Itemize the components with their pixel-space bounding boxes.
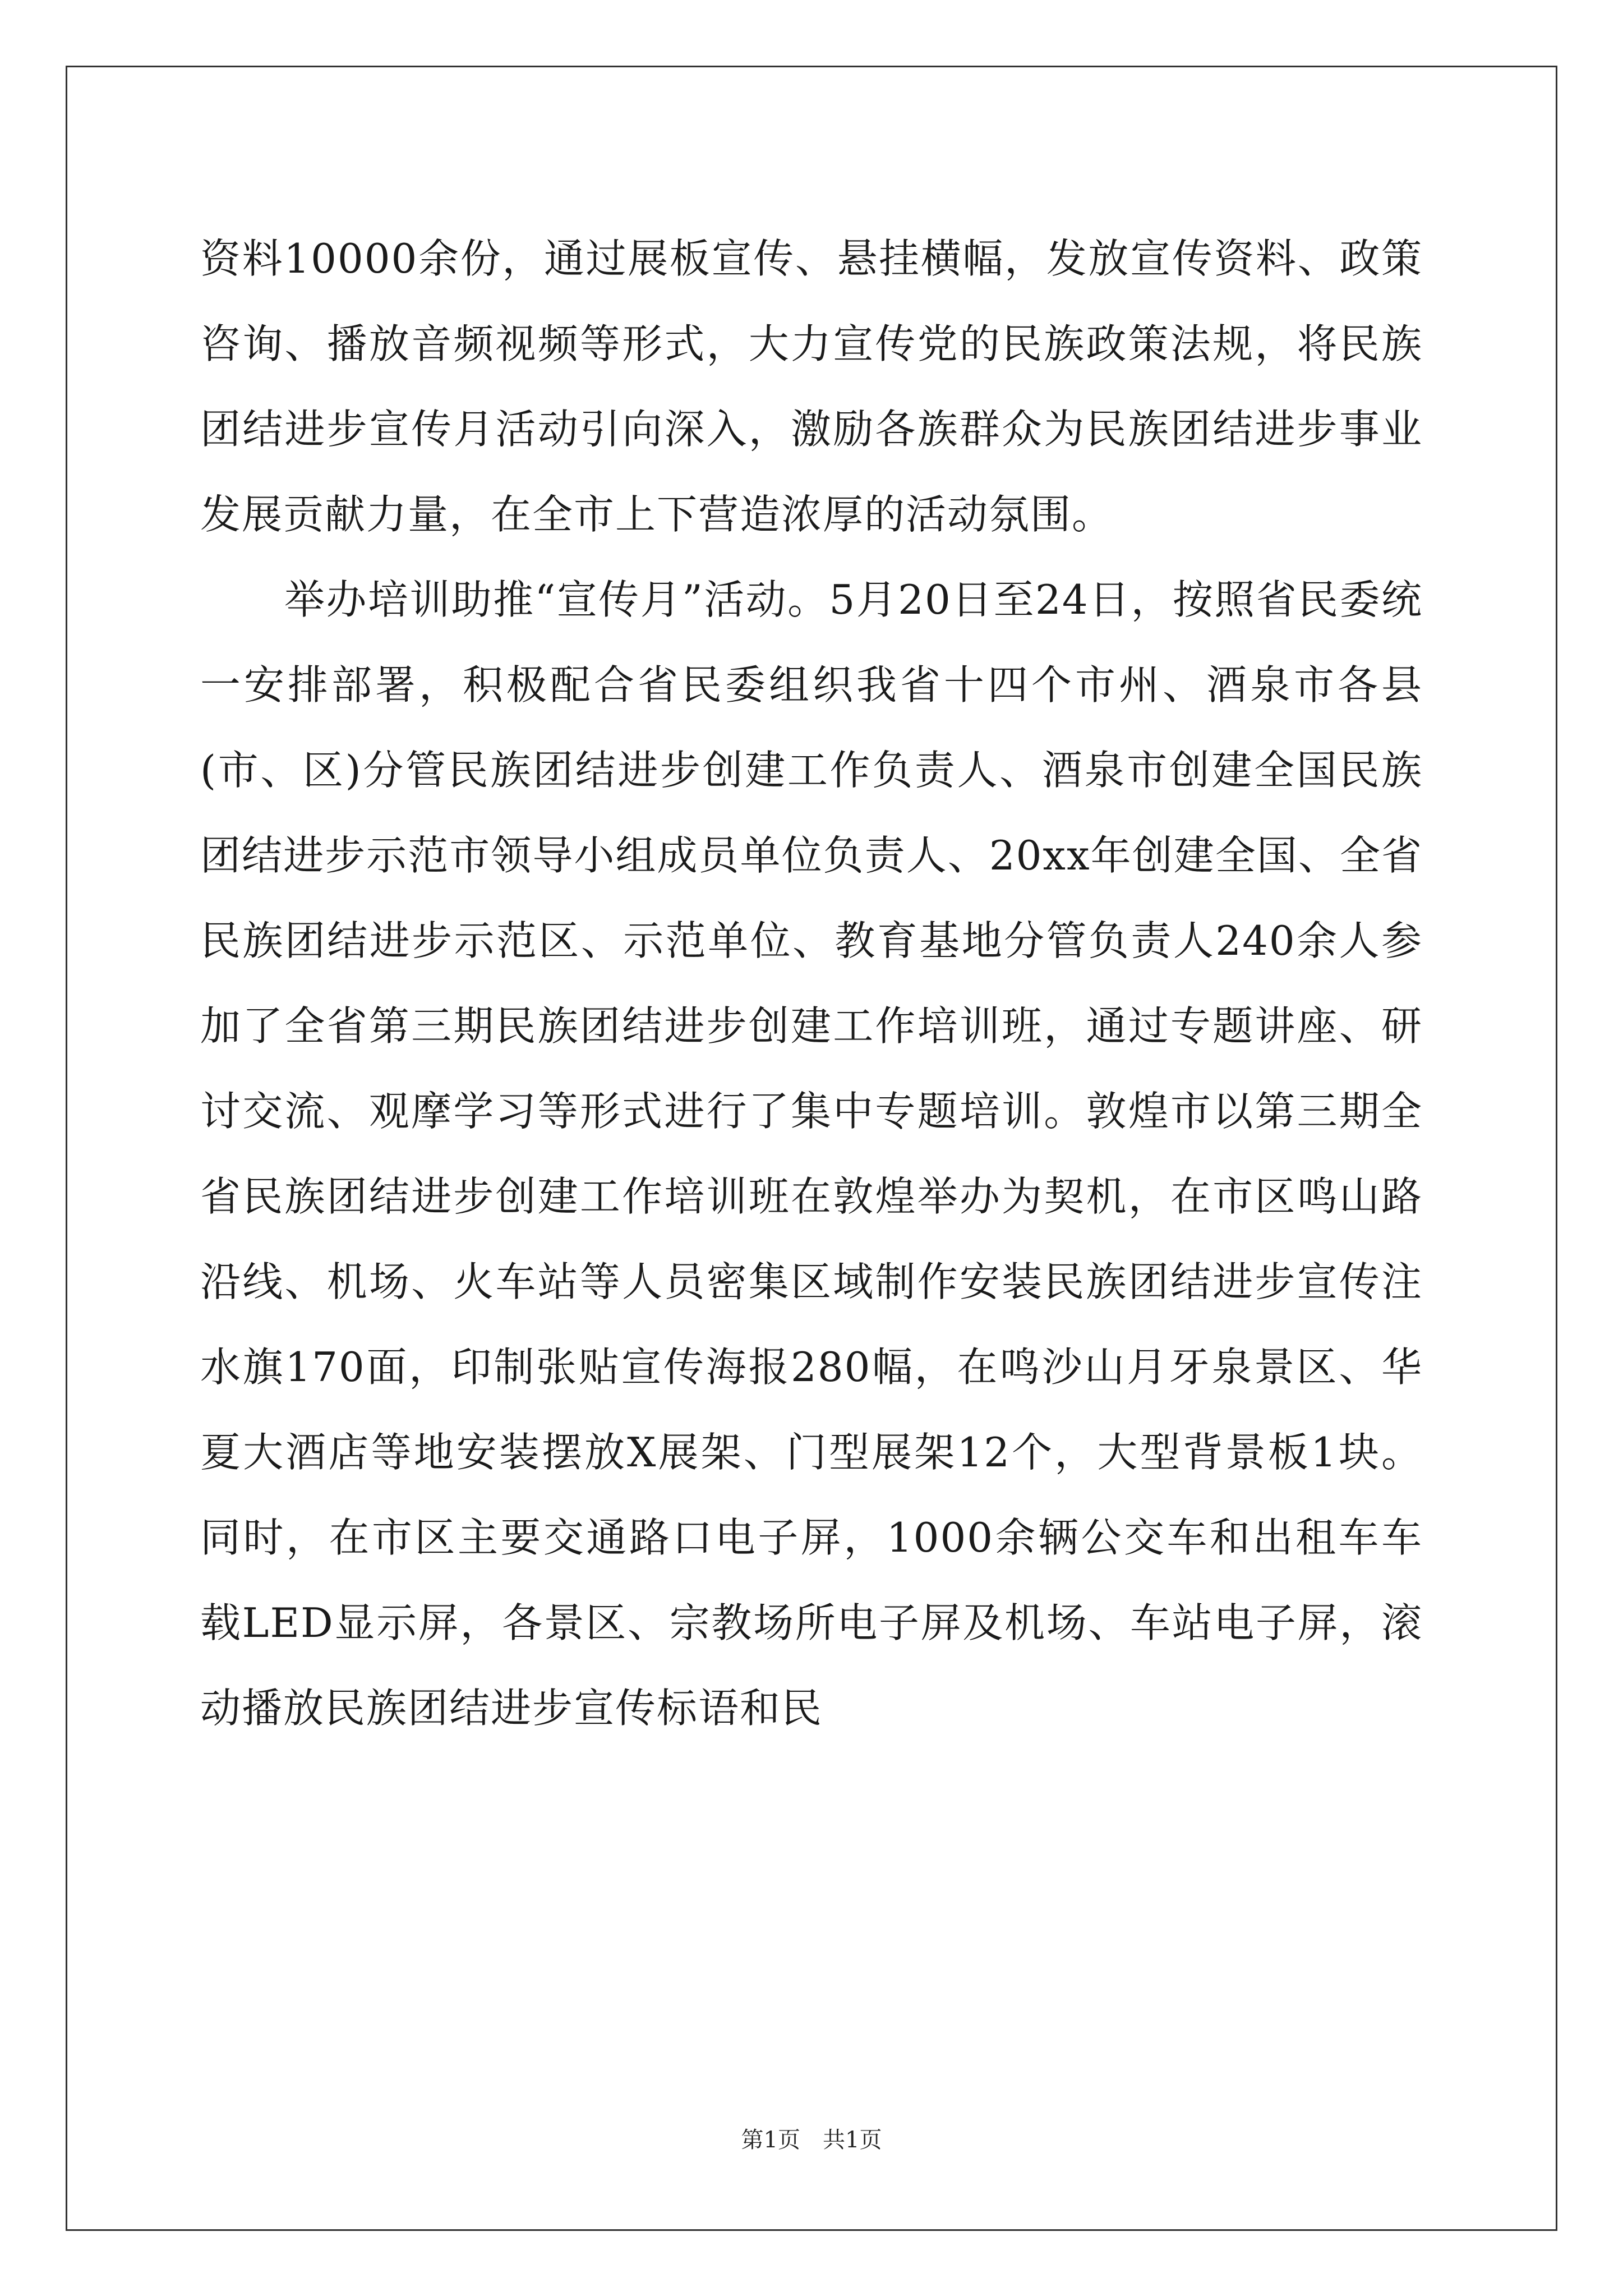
page-total: 共1页 — [823, 2127, 882, 2153]
document-body — [200, 216, 1423, 1751]
page-number: 第1页 — [741, 2127, 800, 2153]
paragraph-1: 资料10000余份，通过展板宣传、悬挂横幅，发放宣传资料、政策咨询、播放音频视频等形式，大力宣传党的民族政策法规，将民族团结进步宣传月活动引向深入，激励各族群众为民族团结进步事业发展贡献力量，在全市上下营造浓厚的活动氛围。 — [200, 235, 1423, 538]
paragraph-2: 举办培训助推“宣传月”活动。5月20日至24日，按照省民委统一安排部署，积极配合省民委组织我省十四个市州、酒泉市各县(市、区)分管民族团结进步创建工作负责人、酒泉市创建全国民族团结进步示范市领导小组成员单位负责人、20xx年创建全国、全省民族团结进步示范区、示范单位、教育基地分管负责人240余人参加了全省第三期民族团结进步创建工作培训班，通过专题讲座、研讨交流、观摩学习等形式进行了集中专题培训。敦煌市以第三期全省民族团结进步创建工作培训班在敦煌举办为契机，在市区鸣山路沿线、机场、火车站等人员密集区域制作安装民族团结进步宣传注水旗170面，印制张贴宣传海报280幅，在鸣沙山月牙泉景区、华夏大酒店等地安装摆放X展架、门型展架12个，大型背景板1块。同时，在市区主要交通路口电子屏，1000余辆公交车和出租车车载LED显示屏，各景区、宗教场所电子屏及机场、车站电子屏，滚动播放民族团结进步宣传标语和民 — [200, 576, 1423, 1732]
page-footer — [0, 2123, 1623, 2157]
